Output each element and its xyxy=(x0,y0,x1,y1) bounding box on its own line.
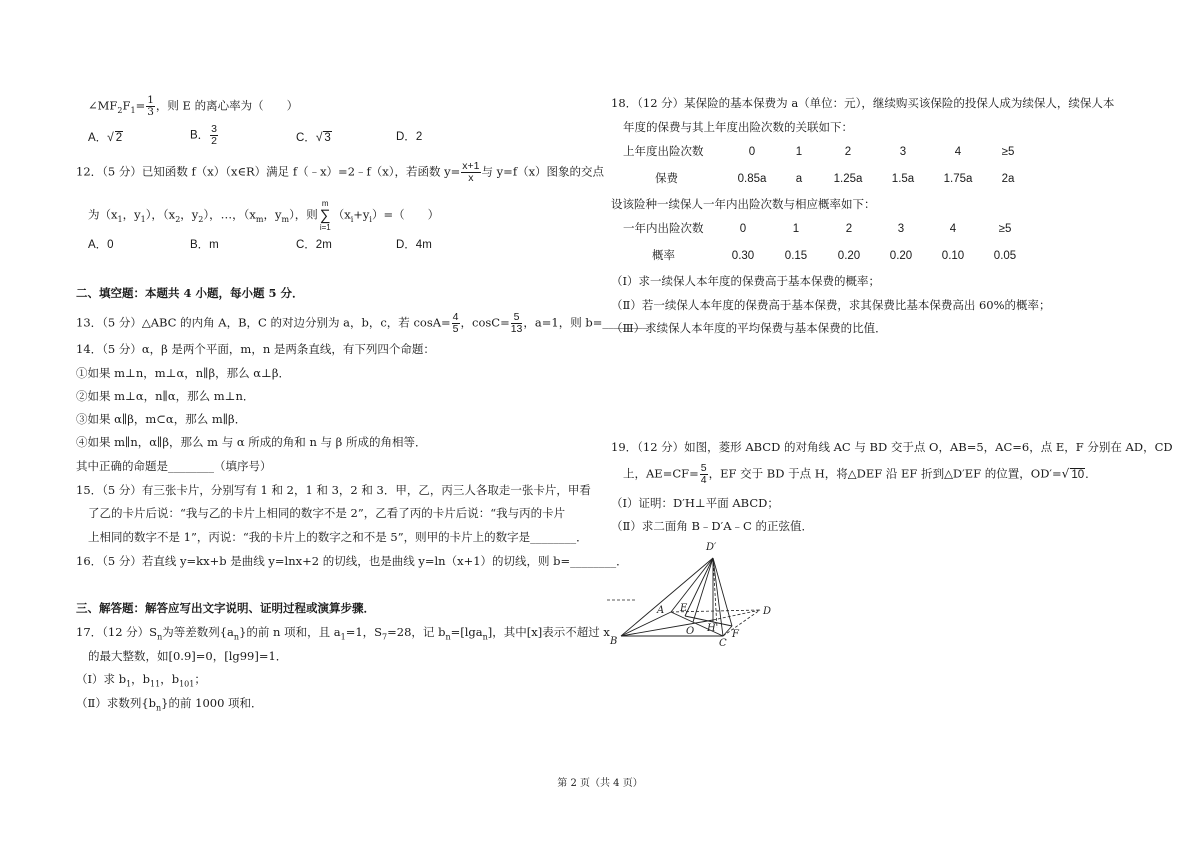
q12-option-a: A．0 xyxy=(88,239,114,251)
option-label: D． xyxy=(396,131,416,143)
subscript: m xyxy=(255,214,264,224)
section-title: 三、解答题：解答应写出文字说明、证明过程或演算步骤． xyxy=(76,601,375,615)
table-header-cell: 3 xyxy=(899,146,907,158)
q17-text: （Ⅱ）求数列{b xyxy=(76,696,156,710)
q12-text: 12．（5 分）已知函数 f（x）（x∈R）满足 f（﹣x）=2﹣f（x），若函数 y= xyxy=(76,164,461,179)
q12-text: ），（x xyxy=(145,207,176,222)
q19-part: （Ⅱ）求二面角 B﹣D′A﹣C 的正弦值． xyxy=(611,519,814,533)
option-label: B． xyxy=(190,129,210,142)
q11-continuation xyxy=(88,95,298,119)
q11-sub: 2 xyxy=(117,105,123,115)
radicand: 2 xyxy=(115,132,123,144)
edge-D'A xyxy=(671,558,713,612)
table-cell: 0.10 xyxy=(941,250,965,262)
q11-tail: ，则 E 的离心率为（ ） xyxy=(155,98,299,113)
q16: 16．（5 分）若直线 y=kx+b 是曲线 y=lnx+2 的切线，也是曲线 y=ln（x+1）的切线，则 b=________． xyxy=(76,554,628,568)
q19-line1: 19．（12 分）如图，菱形 ABCD 的对角线 AC 与 BD 交于点 O，AB=5，AC=6，点 E，F 分别在 AD，CD xyxy=(611,440,1173,454)
edge-D'E xyxy=(685,558,713,616)
table-cell: 0.85a xyxy=(737,173,767,185)
q13-text: ，a=1，则 b=________． xyxy=(523,315,660,330)
q19-text: ． xyxy=(1085,466,1097,481)
table-header-cell: 2 xyxy=(844,146,852,158)
fraction-numerator: 4 xyxy=(452,311,459,323)
radicand: 10 xyxy=(1071,468,1085,481)
subscript: 7 xyxy=(382,632,388,642)
q11-eq: = xyxy=(135,98,146,113)
subscript: n xyxy=(233,632,240,642)
table-header-cell: 0 xyxy=(748,146,756,158)
edge-D'F xyxy=(713,558,732,626)
table-header-cell: 一年内出险次数 xyxy=(623,223,704,235)
q17-text: ]，其中[x]表示不超过 x xyxy=(487,625,610,639)
q12-text: +y xyxy=(353,207,370,222)
q11-option-a xyxy=(88,129,123,146)
q12-text: ，y xyxy=(122,207,141,222)
pyramid-figure xyxy=(605,538,790,650)
table-header-cell: 3 xyxy=(897,223,905,235)
q19-fraction xyxy=(700,463,708,486)
subscript: 101 xyxy=(179,679,195,689)
q17-text: =28，记 b xyxy=(387,625,446,639)
fraction-numerator: 1 xyxy=(147,94,154,106)
table-cell: 概率 xyxy=(652,250,675,262)
q14-line: ②如果 m⊥α，n∥α，那么 m⊥n． xyxy=(76,389,255,403)
table-cell: 保费 xyxy=(655,173,678,185)
table-cell: 0.15 xyxy=(784,250,808,262)
q19-line2 xyxy=(623,463,1097,486)
q19-part: （Ⅰ）证明：D′H⊥平面 ABCD； xyxy=(611,496,779,510)
fraction-denominator: 5 xyxy=(452,323,459,335)
q12-option-d: D．4m xyxy=(396,239,432,251)
edge-D'B xyxy=(621,558,713,636)
q15-line: 了乙的卡片后说：“我与乙的卡片上相同的数字不是 2”，乙看了丙的卡片后说：“我与丙的卡片 xyxy=(88,506,566,520)
table-header-cell: 0 xyxy=(739,223,747,235)
table-cell: 2a xyxy=(1001,173,1015,185)
q14-line: 14．（5 分）α，β 是两个平面，m，n 是两条直线，有下列四个命题： xyxy=(76,342,435,356)
subscript: n xyxy=(156,703,162,713)
subscript: n xyxy=(445,632,451,642)
option-fraction xyxy=(210,124,218,147)
fraction-denominator: 2 xyxy=(211,135,218,147)
table-header-cell: 4 xyxy=(954,146,962,158)
q13-text: ，cosC= xyxy=(460,315,510,330)
q18-line1: 18．（12 分）某保险的基本保费为 a（单位：元），继续购买该保险的投保人成为续保人，续保人本 xyxy=(611,96,1115,110)
label-H: H xyxy=(707,623,716,634)
q17-text: （Ⅰ）求 b xyxy=(76,672,127,686)
q15-line: 15．（5 分）有三张卡片，分别写有 1 和 2，1 和 3，2 和 3．甲，乙，丙三人各取走一张卡片，甲看 xyxy=(76,483,591,497)
table-header-cell: 4 xyxy=(949,223,957,235)
sqrt-icon: √ xyxy=(1061,466,1070,481)
table-cell: 0.30 xyxy=(731,250,755,262)
fraction-numerator: x+1 xyxy=(462,160,480,172)
label-F: F xyxy=(732,629,739,640)
label-A: A xyxy=(657,605,665,616)
subscript: 2 xyxy=(198,214,204,224)
q12-line1 xyxy=(76,161,604,184)
q12-fraction xyxy=(461,161,480,184)
q11-option-d xyxy=(396,129,422,145)
label-O: O xyxy=(686,626,695,637)
q17-text: ，b xyxy=(160,672,180,686)
subscript: i xyxy=(369,214,372,224)
fraction-numerator: 3 xyxy=(211,123,218,135)
label-E: E xyxy=(680,603,688,614)
sum-upper: m xyxy=(321,199,329,208)
fraction-numerator: 5 xyxy=(700,462,707,474)
q14-line: 其中正确的命题是________（填序号） xyxy=(76,459,272,473)
table-cell: 0.20 xyxy=(837,250,861,262)
fraction-denominator: x xyxy=(468,172,474,184)
fraction-numerator: 5 xyxy=(511,312,523,324)
subscript: 11 xyxy=(150,679,161,689)
subscript: m xyxy=(281,214,290,224)
q15-line: 上相同的数字不是 1”，丙说：“我的卡片上的数字之和不是 5”，则甲的卡片上的数字是________． xyxy=(88,530,588,544)
radicand: 3 xyxy=(324,132,331,144)
subscript: 1 xyxy=(140,214,146,224)
fraction-denominator: 3 xyxy=(147,106,154,118)
label-D: D xyxy=(763,606,772,617)
q11-sub: 1 xyxy=(130,105,136,115)
q17-part2 xyxy=(76,695,263,716)
sigma-icon: ∑ xyxy=(319,207,331,224)
subscript: 1 xyxy=(126,679,132,689)
q17-text: ，b xyxy=(131,672,151,686)
sqrt-icon: √ xyxy=(315,130,323,144)
table-header-cell: 上年度出险次数 xyxy=(623,146,704,158)
q17-text: }的前 1000 项和． xyxy=(161,696,263,710)
q12-text: 为（x xyxy=(88,207,118,222)
subscript: i xyxy=(350,214,354,224)
page-footer: 第 2 页（共 4 页） xyxy=(557,778,643,789)
subscript: n xyxy=(157,632,163,642)
table-header-cell: 2 xyxy=(845,223,853,235)
sqrt-icon: √ xyxy=(107,130,114,144)
fraction-denominator: 13 xyxy=(510,323,523,335)
q12-text: ），…，（x xyxy=(203,207,256,222)
subscript: 1 xyxy=(117,214,123,224)
q13-fraction xyxy=(511,312,523,335)
q14-line: ①如果 m⊥n，m⊥α，n∥β，那么 α⊥β． xyxy=(76,366,291,380)
table-header-cell: 1 xyxy=(795,146,803,158)
label-C: C xyxy=(719,638,727,649)
q12-text: ，y xyxy=(180,207,199,222)
table-cell: 1.75a xyxy=(943,173,973,185)
q17-part1 xyxy=(76,671,206,692)
edge-D'O xyxy=(693,558,713,622)
q11-option-b xyxy=(190,124,219,147)
q14-line: ③如果 α∥β，m⊂α，那么 m∥β． xyxy=(76,412,247,426)
table-cell: 1.25a xyxy=(833,173,863,185)
subscript: n xyxy=(482,632,488,642)
option-label: A． xyxy=(88,132,108,144)
table-cell: 1.5a xyxy=(891,173,915,185)
edge-CF xyxy=(723,626,732,636)
sum-lower: i=1 xyxy=(319,223,331,232)
q13-fraction xyxy=(452,312,460,335)
label-B: B xyxy=(610,636,618,647)
label-D': D′ xyxy=(706,542,717,553)
edge-BH xyxy=(621,620,713,636)
table-cell: 0.05 xyxy=(993,250,1017,262)
summation xyxy=(320,199,331,232)
q19-text: ，EF 交于 BD 于点 H，将△DEF 沿 EF 折到△D′EF 的位置，OD′= xyxy=(708,466,1062,481)
q12-text: 与 y=f（x）图象的交点 xyxy=(481,164,605,179)
q18-part: （Ⅲ）求续保人本年度的平均保费与基本保费的比值． xyxy=(611,321,887,335)
q11-F: F xyxy=(122,98,131,113)
table-header-cell: 1 xyxy=(792,223,800,235)
table-header-cell: ≥5 xyxy=(1001,146,1015,158)
q12-text: （x xyxy=(332,207,351,222)
q18-line2: 年度的保费与其上年度出险次数的关联如下： xyxy=(623,120,853,134)
table-cell: a xyxy=(795,173,803,185)
q11-option-c xyxy=(296,129,332,146)
subscript: 1 xyxy=(340,632,346,642)
table-header-cell: ≥5 xyxy=(998,223,1012,235)
q17-line2: 的最大整数，如[0.9]=0，[lg99]=1． xyxy=(88,649,288,663)
q17-text: 17．（12 分）S xyxy=(76,625,158,639)
q13-text: 13．（5 分）△ABC 的内角 A，B，C 的对边分别为 a，b，c，若 cosA= xyxy=(76,315,451,330)
q17-text: 为等差数列{a xyxy=(162,625,234,639)
q12-option-b: B．m xyxy=(190,239,219,251)
q12-line2 xyxy=(88,199,439,232)
q12-text: ）=（ ） xyxy=(371,207,440,222)
q18-line3: 设该险种一续保人一年内出险次数与相应概率如下： xyxy=(611,197,876,211)
q17-text: =[lga xyxy=(450,625,483,639)
q12-text: ），则 xyxy=(289,207,318,222)
q11-fraction xyxy=(146,95,155,118)
q17-text: ； xyxy=(194,672,206,686)
q13 xyxy=(76,312,660,335)
q17-line1 xyxy=(76,624,610,645)
q14-line: ④如果 m∥n，α∥β，那么 m 与 α 所成的角和 n 与 β 所成的角相等． xyxy=(76,435,427,449)
q11-angle: ∠MF xyxy=(88,98,118,113)
q19-text: 上，AE=CF= xyxy=(623,466,699,481)
q12-text: ，y xyxy=(263,207,282,222)
q17-text: =1，S xyxy=(345,625,383,639)
fraction-denominator: 4 xyxy=(700,474,707,486)
q18-part: （Ⅱ）若一续保人本年度的保费高于基本保费，求其保费比基本保费高出 60%的概率； xyxy=(611,298,1051,312)
q12-option-c: C．2m xyxy=(296,239,332,251)
option-label: C． xyxy=(296,132,316,144)
option-text: 2 xyxy=(415,131,423,143)
q17-text: }的前 n 项和，且 a xyxy=(239,625,341,639)
q18-part: （Ⅰ）求一续保人本年度的保费高于基本保费的概率； xyxy=(611,274,881,288)
section-title: 二、填空题：本题共 4 小题，每小题 5 分． xyxy=(76,286,304,300)
subscript: 2 xyxy=(175,214,181,224)
table-cell: 0.20 xyxy=(889,250,913,262)
